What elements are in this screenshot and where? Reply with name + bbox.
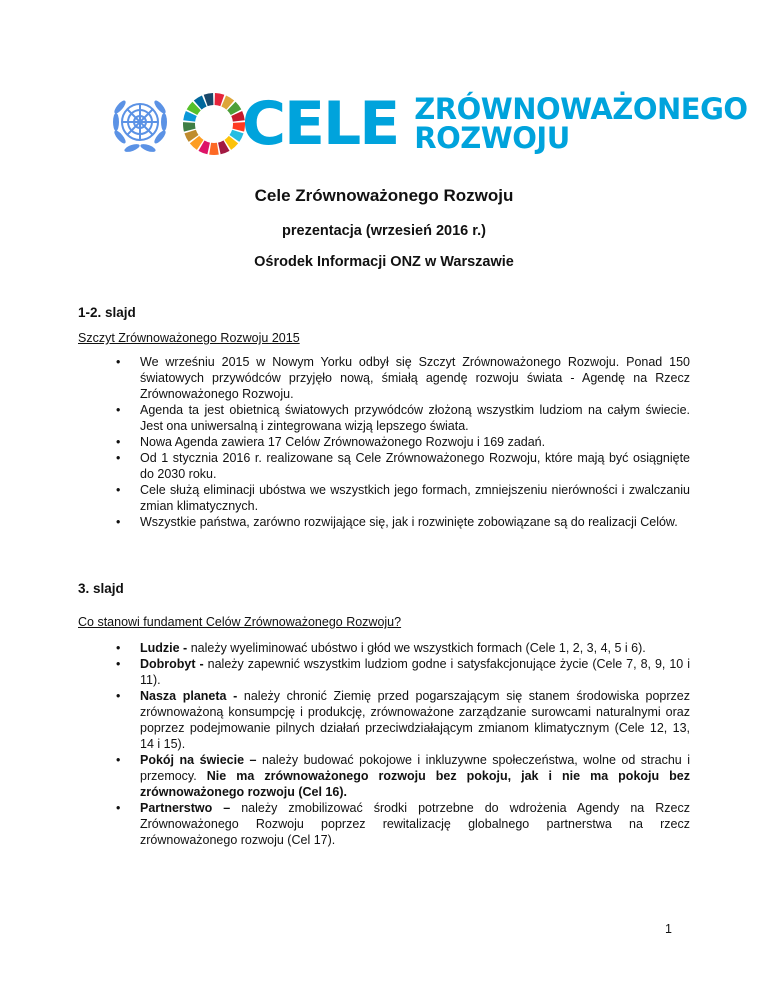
logo-tagline (414, 92, 748, 155)
list-item: • Od 1 stycznia 2016 r. realizowane są Cele Zrównoważonego Rozwoju, które mają być osiągnięte do 2030 roku. (78, 450, 690, 482)
list-item: • We wrześniu 2015 w Nowym Yorku odbył się Szczyt Zrównoważonego Rozwoju. Ponad 150 światowych przywódców przyjęło nową, śmiałą agendę rozwoju świata - Agendę na Rzecz Zrównoważonego Rozwoju. (78, 354, 690, 402)
logo-line-2: ROZWOJU (414, 121, 570, 155)
sdg-wheel-icon (182, 92, 246, 156)
item-label: Nasza planeta - (140, 689, 238, 703)
list-item (78, 640, 690, 656)
item-text: należy chronić Ziemię przed pogarszającym się stanem środowiska poprzez zrównoważoną konsumpcję i produkcję, zrównoważone zarządzanie surowcami naturalnymi oraz poprzez podejmowanie pilnych działań przeciwdziałającym zmianom klimatycznym (Cele 12, 13, 14 i 15). (140, 689, 690, 751)
section-2-list (78, 640, 690, 848)
document-subtitle: prezentacja (wrzesień 2016 r.) (282, 223, 486, 239)
wheel-segment (209, 143, 219, 155)
section-1-subheading: Szczyt Zrównoważonego Rozwoju 2015 (78, 331, 300, 345)
item-label: Partnerstwo – (140, 801, 231, 815)
list-item (78, 656, 690, 688)
item-label: Pokój na świecie – (140, 753, 257, 767)
list-item: • Nowa Agenda zawiera 17 Celów Zrównoważonego Rozwoju i 169 zadań. (78, 434, 690, 450)
logo-line-1: ZRÓWNOWAŻONEGO (414, 92, 748, 126)
list-item (78, 800, 690, 848)
list-item: • Agenda ta jest obietnicą światowych przywódców złożoną wszystkim ludziom na całym świecie. Jest ona uniwersalną i zintegrowana wizją lepszego świata. (78, 402, 690, 434)
document-title: Cele Zrównoważonego Rozwoju (254, 186, 514, 205)
item-text: należy zapewnić wszystkim ludziom godne i satysfakcjonujące życie (Cele 7, 8, 9, 10 i 11). (140, 657, 690, 687)
document-organization: Ośrodek Informacji ONZ w Warszawie (254, 254, 514, 270)
sdg-logo (108, 89, 748, 159)
section-2-subheading: Co stanowi fundament Celów Zrównoważonego Rozwoju? (78, 615, 402, 629)
logo-cele-word: CELE (242, 89, 399, 159)
list-item: • Wszystkie państwa, zarówno rozwijające się, jak i rozwinięte zobowiązane są do realizacji Celów. (78, 514, 690, 530)
item-label: Dobrobyt - (140, 657, 204, 671)
item-text: należy budować pokojowe i inkluzywne społeczeństwa, wolne od strachu i przemocy. (140, 753, 691, 783)
list-item (78, 688, 690, 752)
item-text: należy zmobilizować środki potrzebne do wdrożenia Agendy na Rzecz Zrównoważonego Rozwoju poprzez rewitalizację globalnego partnerstwa na rzecz zrównoważonego rozwoju (Cel 17). (140, 801, 690, 847)
item-label: Ludzie - (140, 641, 188, 655)
section-1-list (78, 354, 690, 530)
wheel-segment (183, 122, 196, 132)
item-emphasis: Nie ma zrównoważonego rozwoju bez pokoju, jak i nie ma pokoju bez zrównoważonego rozwoju (Cel 16). (140, 769, 690, 799)
item-text: należy wyeliminować ubóstwo i głód we wszystkich formach (Cele 1, 2, 3, 4, 5 i 6). (187, 641, 646, 655)
section-2-heading: 3. slajd (78, 581, 124, 596)
list-item (78, 752, 690, 800)
page-number: 1 (665, 922, 672, 936)
un-emblem-icon (108, 92, 172, 156)
section-1-heading: 1-2. slajd (78, 305, 136, 320)
list-item: • Cele służą eliminacji ubóstwa we wszystkich jego formach, zmniejszeniu nierówności i zwalczaniu zmian klimatycznych. (78, 482, 690, 514)
